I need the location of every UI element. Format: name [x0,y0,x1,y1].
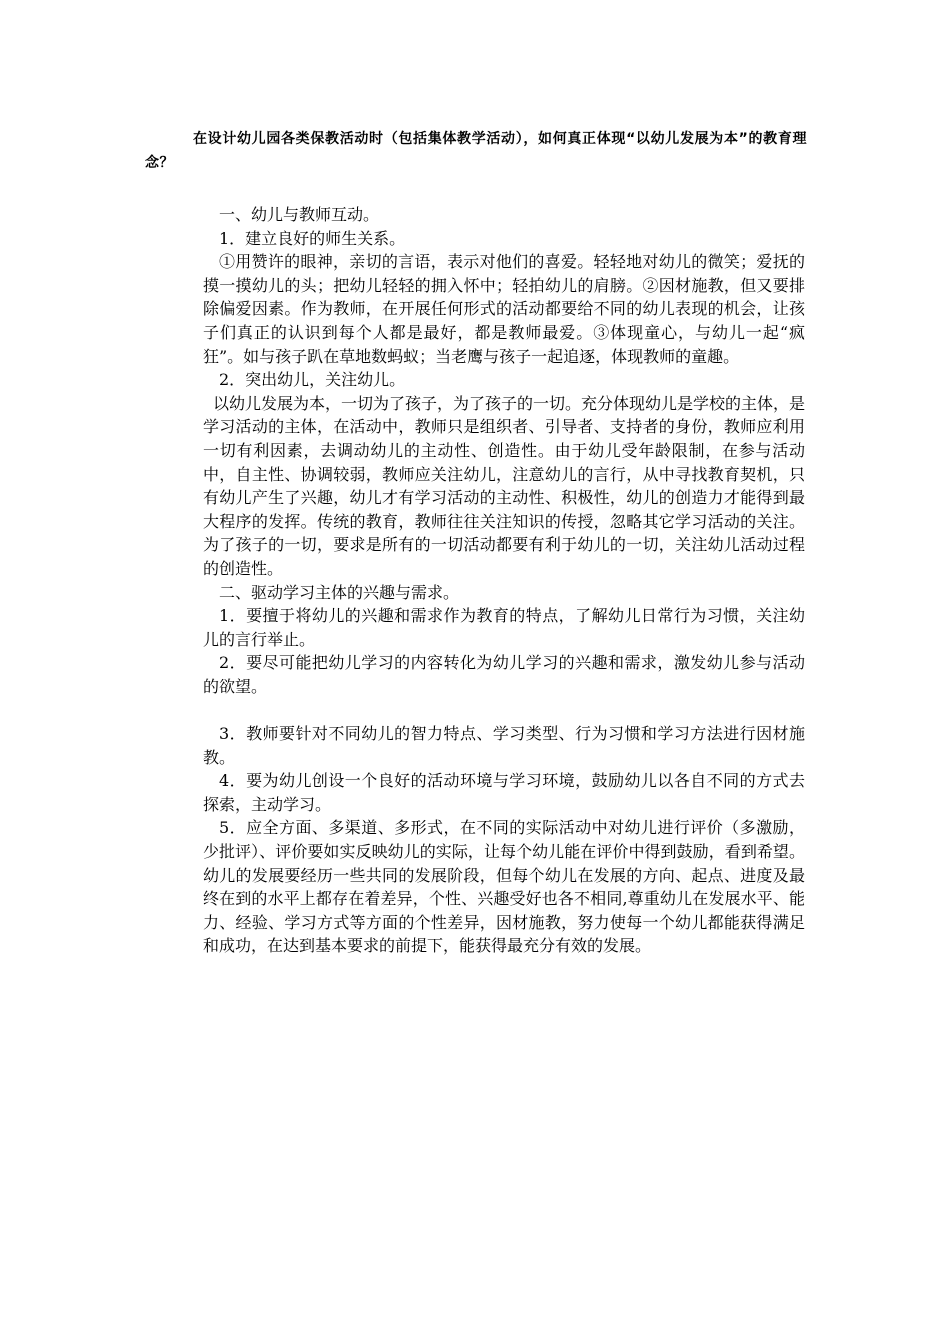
list-item-2-1: 1．要擅于将幼儿的兴趣和需求作为教育的特点，了解幼儿日常行为习惯，关注幼儿的言行举止。 [203,606,805,649]
list-item-2-4: 4．要为幼儿创设一个良好的活动环境与学习环境，鼓励幼儿以各自不同的方式去探索，主动学习。 [203,771,805,814]
list-item-2-2: 2．要尽可能把幼儿学习的内容转化为幼儿学习的兴趣和需求，激发幼儿参与活动的欲望。 [203,653,805,696]
section-heading-2: 二、驱动学习主体的兴趣与需求。 [219,582,460,602]
blank-line [203,698,805,722]
list-item-2-3: 3．教师要针对不同幼儿的智力特点、学习类型、行为习惯和学习方法进行因材施教。 [203,724,805,767]
subsection-heading-1-1: 1．建立良好的师生关系。 [219,228,406,248]
document-title: 在设计幼儿园各类保教活动时（包括集体教学活动），如何真正体现“以幼儿发展为本”的教育理念？ [145,131,807,171]
list-item-2-5: 5．应全方面、多渠道、多形式，在不同的实际活动中对幼儿进行评价（多激励，少批评）、评价要如实反映幼儿的实际，让每个幼儿能在评价中得到鼓励，看到希望。幼儿的发展要经历一些共同的发展阶段，但每个幼儿在发展的方向、起点、进度及最终在到的水平上都存在着差异，个性、兴趣受好也各不相同,尊重幼儿在发展水平、能力、经验、学习方式等方面的个性差异，因材施教，努力使每一个幼儿都能获得满足和成功，在达到基本要求的前提下，能获得最充分有效的发展。 [203,818,805,956]
document-body [203,203,805,958]
paragraph-teacher-relationship: ①用赞许的眼神，亲切的言语，表示对他们的喜爱。轻轻地对幼儿的微笑；爱抚的摸一摸幼儿的头；把幼儿轻轻的拥入怀中；轻拍幼儿的肩膀。②因材施教，但又要排除偏爱因素。作为教师，在开展任何形式的活动都要给不同的幼儿表现的机会，让孩子们真正的认识到每个人都是最好，都是教师最爱。③体现童心，与幼儿一起“疯狂”。如与孩子趴在草地数蚂蚁；当老鹰与孩子一起追逐，体现教师的童趣。 [203,252,805,366]
subsection-heading-1-2: 2．突出幼儿，关注幼儿。 [219,370,406,390]
paragraph-child-centered: 以幼儿发展为本，一切为了孩子，为了孩子的一切。充分体现幼儿是学校的主体，是学习活动的主体，在活动中，教师只是组织者、引导者、支持者的身份，教师应利用一切有利因素，去调动幼儿的主动性、创造性。由于幼儿受年龄限制，在参与活动中，自主性、协调较弱，教师应关注幼儿，注意幼儿的言行，从中寻找教育契机，只有幼儿产生了兴趣，幼儿才有学习活动的主动性、积极性，幼儿的创造力才能得到最大程序的发挥。传统的教育，教师往往关注知识的传授，忽略其它学习活动的关注。为了孩子的一切，要求是所有的一切活动都要有利于幼儿的一切，关注幼儿活动过程的创造性。 [203,393,806,578]
section-heading-1: 一、幼儿与教师互动。 [219,205,380,224]
